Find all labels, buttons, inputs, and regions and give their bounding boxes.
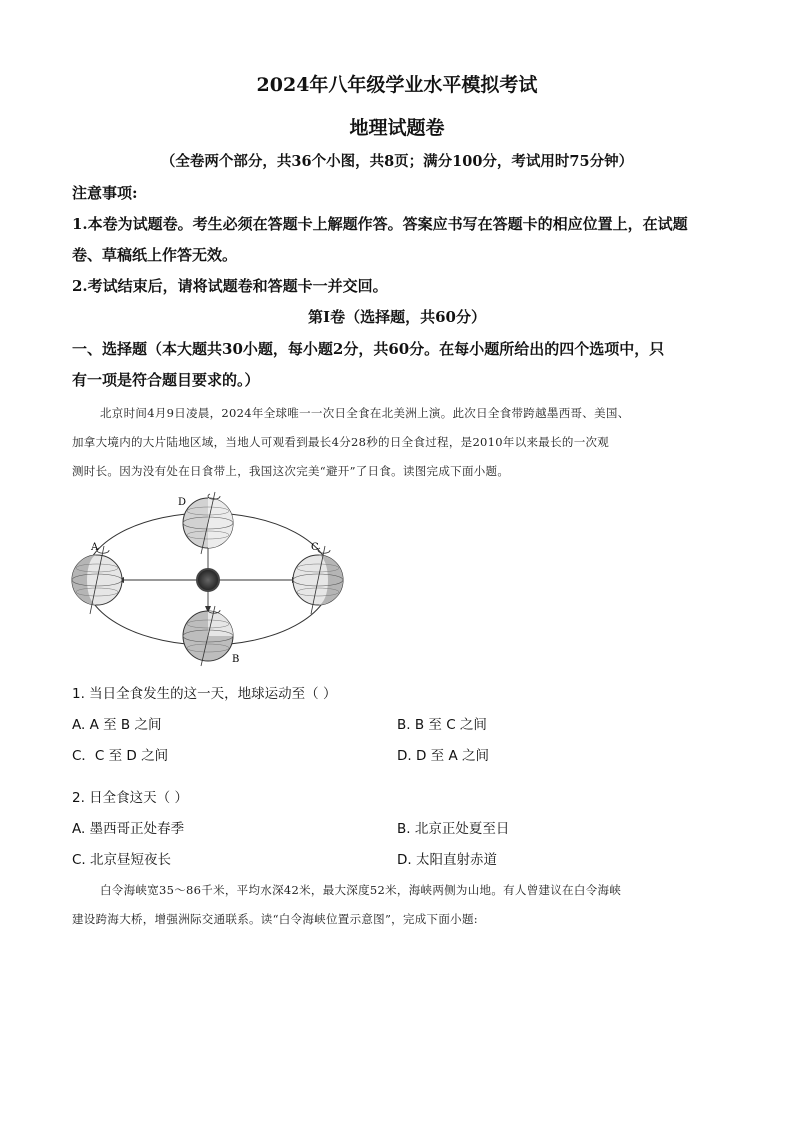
question-1-option-b[interactable]: B. B 至 C 之间: [397, 717, 487, 733]
question-1-option-d[interactable]: D. D 至 A 之间: [397, 748, 489, 764]
passage2-line-2: 建设跨海大桥，增强洲际交通联系。读“白令海峡位置示意图”，完成下面小题:: [72, 912, 478, 926]
part1-title: 第Ⅰ卷（选择题，共60分）: [308, 308, 486, 326]
question-1-stem: 1. 当日全食发生的这一天，地球运动至（ ）: [72, 686, 337, 702]
question-2-option-c[interactable]: C. 北京昼短夜长: [72, 852, 172, 868]
label-c: C: [311, 542, 319, 553]
question-2-option-d[interactable]: D. 太阳直射赤道: [397, 852, 497, 868]
label-d: D: [178, 497, 187, 508]
notes-item-1-line-1: 1.本卷为试题卷。考生必须在答题卡上解题作答。答案应书写在答题卡的相应位置上，在试题: [72, 215, 688, 233]
earth-orbit-diagram: [60, 488, 360, 668]
notes-item-1-line-2: 卷、草稿纸上作答无效。: [72, 246, 238, 264]
passage2-line-1: 白令海峡宽35～86千米，平均水深42米，最大深度52米，海峡两侧为山地。有人曾建议在白令海峡: [100, 883, 622, 897]
label-a: A: [91, 542, 99, 553]
earth-c-icon: [293, 546, 343, 614]
question-1-option-c[interactable]: C．C 至 D 之间: [72, 748, 169, 764]
earth-a-icon: [72, 546, 122, 614]
question-2-stem: 2. 日全食这天（ ）: [72, 790, 188, 806]
sun-icon: [197, 569, 219, 591]
question-2-option-b[interactable]: B. 北京正处夏至日: [397, 821, 510, 837]
earth-d-icon: [183, 492, 233, 554]
question-1-option-a[interactable]: A. A 至 B 之间: [72, 717, 162, 733]
question-2-option-a[interactable]: A. 墨西哥正处春季: [72, 821, 185, 837]
passage1-line-2: 加拿大境内的大片陆地区域，当地人可观看到最长4分28秒的日全食过程，是2010年以来最长的一次观: [72, 435, 610, 449]
section-instruction-line-1: 一、选择题（本大题共30小题，每小题2分，共60分。在每小题所给出的四个选项中，只: [72, 340, 665, 358]
section-instruction-line-2: 有一项是符合题目要求的。）: [72, 371, 260, 389]
passage1-line-3: 测时长。因为没有处在日食带上，我国这次完美“避开”了日食。读图完成下面小题。: [72, 464, 510, 478]
earth-b-icon: [183, 606, 233, 666]
exam-subtitle: 地理试题卷: [349, 117, 445, 139]
exam-info: （全卷两个部分，共36个小图，共8页；满分100分，考试用时75分钟）: [160, 153, 634, 170]
exam-title: 2024年八年级学业水平模拟考试: [256, 74, 538, 96]
passage1-line-1: 北京时间4月9日凌晨，2024年全球唯一一次日全食在北美洲上演。此次日全食带跨越墨西哥、美国、: [100, 406, 630, 420]
label-b: B: [232, 654, 240, 665]
notes-heading: 注意事项:: [72, 184, 138, 202]
notes-item-2: 2.考试结束后，请将试题卷和答题卡一并交回。: [72, 277, 388, 295]
